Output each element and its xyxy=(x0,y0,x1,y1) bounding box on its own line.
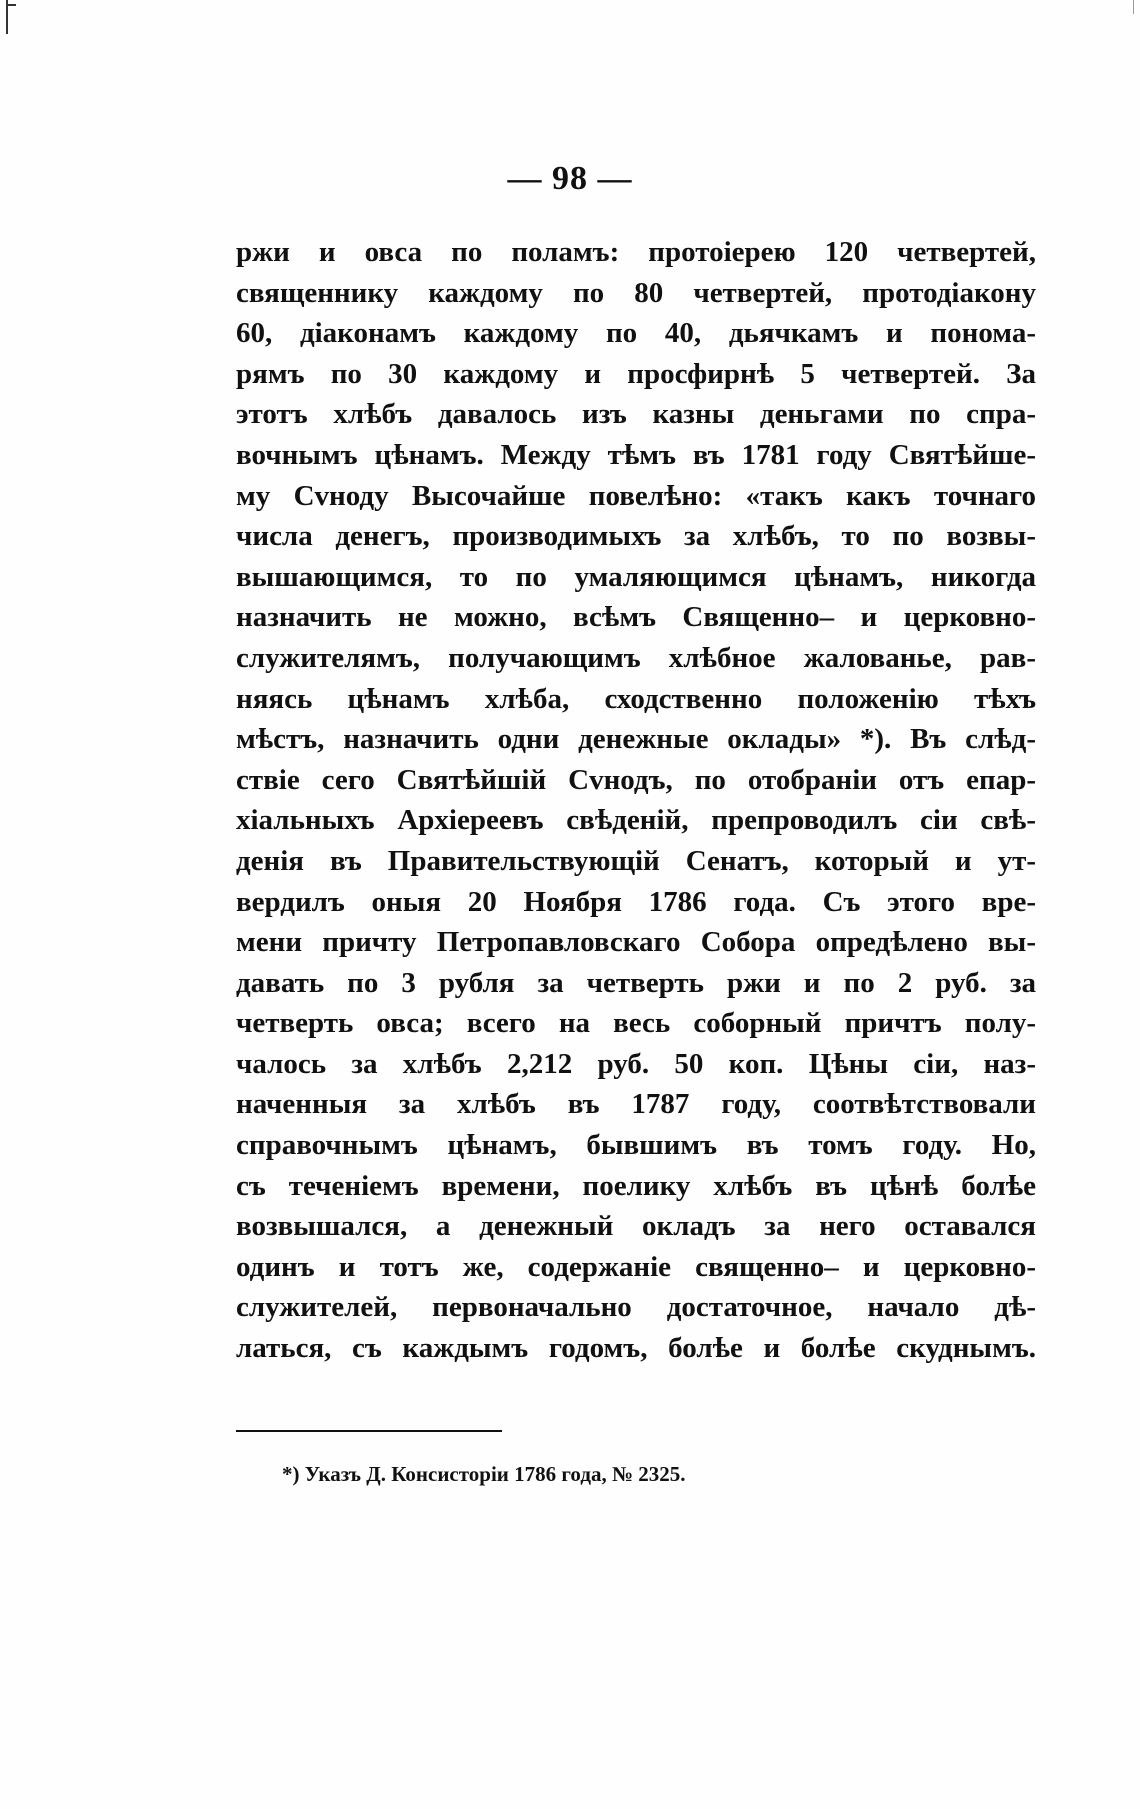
text-line: хіальныхъ Архіереевъ свѣденій, препроводилъ сіи свѣ- xyxy=(236,804,1036,837)
text-line: денія въ Правительствующій Сенатъ, который и ут- xyxy=(236,844,1036,877)
text-line: давать по 3 рубля за четверть ржи и по 2 руб. за xyxy=(236,966,1036,999)
footnote-divider xyxy=(236,1430,502,1432)
text-line: этотъ хлѣбъ давалось изъ казны деньгами по спра- xyxy=(236,398,1036,431)
text-line: числа денегъ, производимыхъ за хлѣбъ, то по возвы- xyxy=(236,520,1036,553)
text-line: четверть овса; всего на весь соборный причтъ полу- xyxy=(236,1007,1036,1040)
text-line: няясь цѣнамъ хлѣба, сходственно положенію тѣхъ xyxy=(236,682,1036,715)
text-line: вочнымъ цѣнамъ. Между тѣмъ въ 1781 году Святѣйше- xyxy=(236,438,1036,471)
page-number: — 98 — xyxy=(507,160,633,197)
text-line: 60, діаконамъ каждому по 40, дьячкамъ и понома- xyxy=(236,317,1036,350)
text-line: ржи и овса по поламъ: протоіерею 120 четвертей, xyxy=(236,236,1036,268)
text-line: ствіе сего Святѣйшій Сvнодъ, по отобраніи отъ епар- xyxy=(236,763,1036,796)
text-line: священнику каждому по 80 четвертей, протодіакону xyxy=(236,276,1036,309)
scan-edge-mark xyxy=(1133,0,1134,14)
text-line: одинъ и тотъ же, содержаніе священно– и церковно- xyxy=(236,1250,1036,1283)
text-line: служителямъ, получающимъ хлѣбное жалованье, рав- xyxy=(236,641,1036,674)
scan-corner-mark-horizontal xyxy=(6,4,16,6)
text-line: справочнымъ цѣнамъ, бывшимъ въ томъ году. Но, xyxy=(236,1129,1036,1162)
text-line: мени причту Петропавловскаго Собора опредѣлено вы- xyxy=(236,926,1036,959)
text-line: мѣстъ, назначить одни денежные оклады» *). Въ слѣд- xyxy=(236,723,1036,756)
text-line: вердилъ оныя 20 Ноября 1786 года. Съ этого вре- xyxy=(236,885,1036,918)
text-line-last: латься, съ каждымъ годомъ, болѣе и болѣе скуднымъ. xyxy=(236,1332,1036,1365)
text-line: назначить не можно, всѣмъ Священно– и церковно- xyxy=(236,601,1036,634)
text-line: возвышался, а денежный окладъ за него оставался xyxy=(236,1210,1036,1243)
text-line: рямъ по 30 каждому и просфирнѣ 5 четвертей. За xyxy=(236,357,1036,390)
text-line: му Сvноду Высочайше повелѣно: «такъ какъ точнаго xyxy=(236,479,1036,512)
text-line: съ теченіемъ времени, поелику хлѣбъ въ цѣнѣ болѣе xyxy=(236,1169,1036,1202)
body-text xyxy=(236,232,1036,1369)
text-line: чалось за хлѣбъ 2,212 руб. 50 коп. Цѣны сіи, наз- xyxy=(236,1047,1036,1080)
text-line: вышающимся, то по умаляющимся цѣнамъ, никогда xyxy=(236,560,1036,593)
footnote: *) Указъ Д. Консисторіи 1786 года, № 2325. xyxy=(282,1462,686,1486)
text-line: наченныя за хлѣбъ въ 1787 году, соотвѣтствовали xyxy=(236,1088,1036,1121)
text-line: служителей, первоначально достаточное, начало дѣ- xyxy=(236,1291,1036,1324)
